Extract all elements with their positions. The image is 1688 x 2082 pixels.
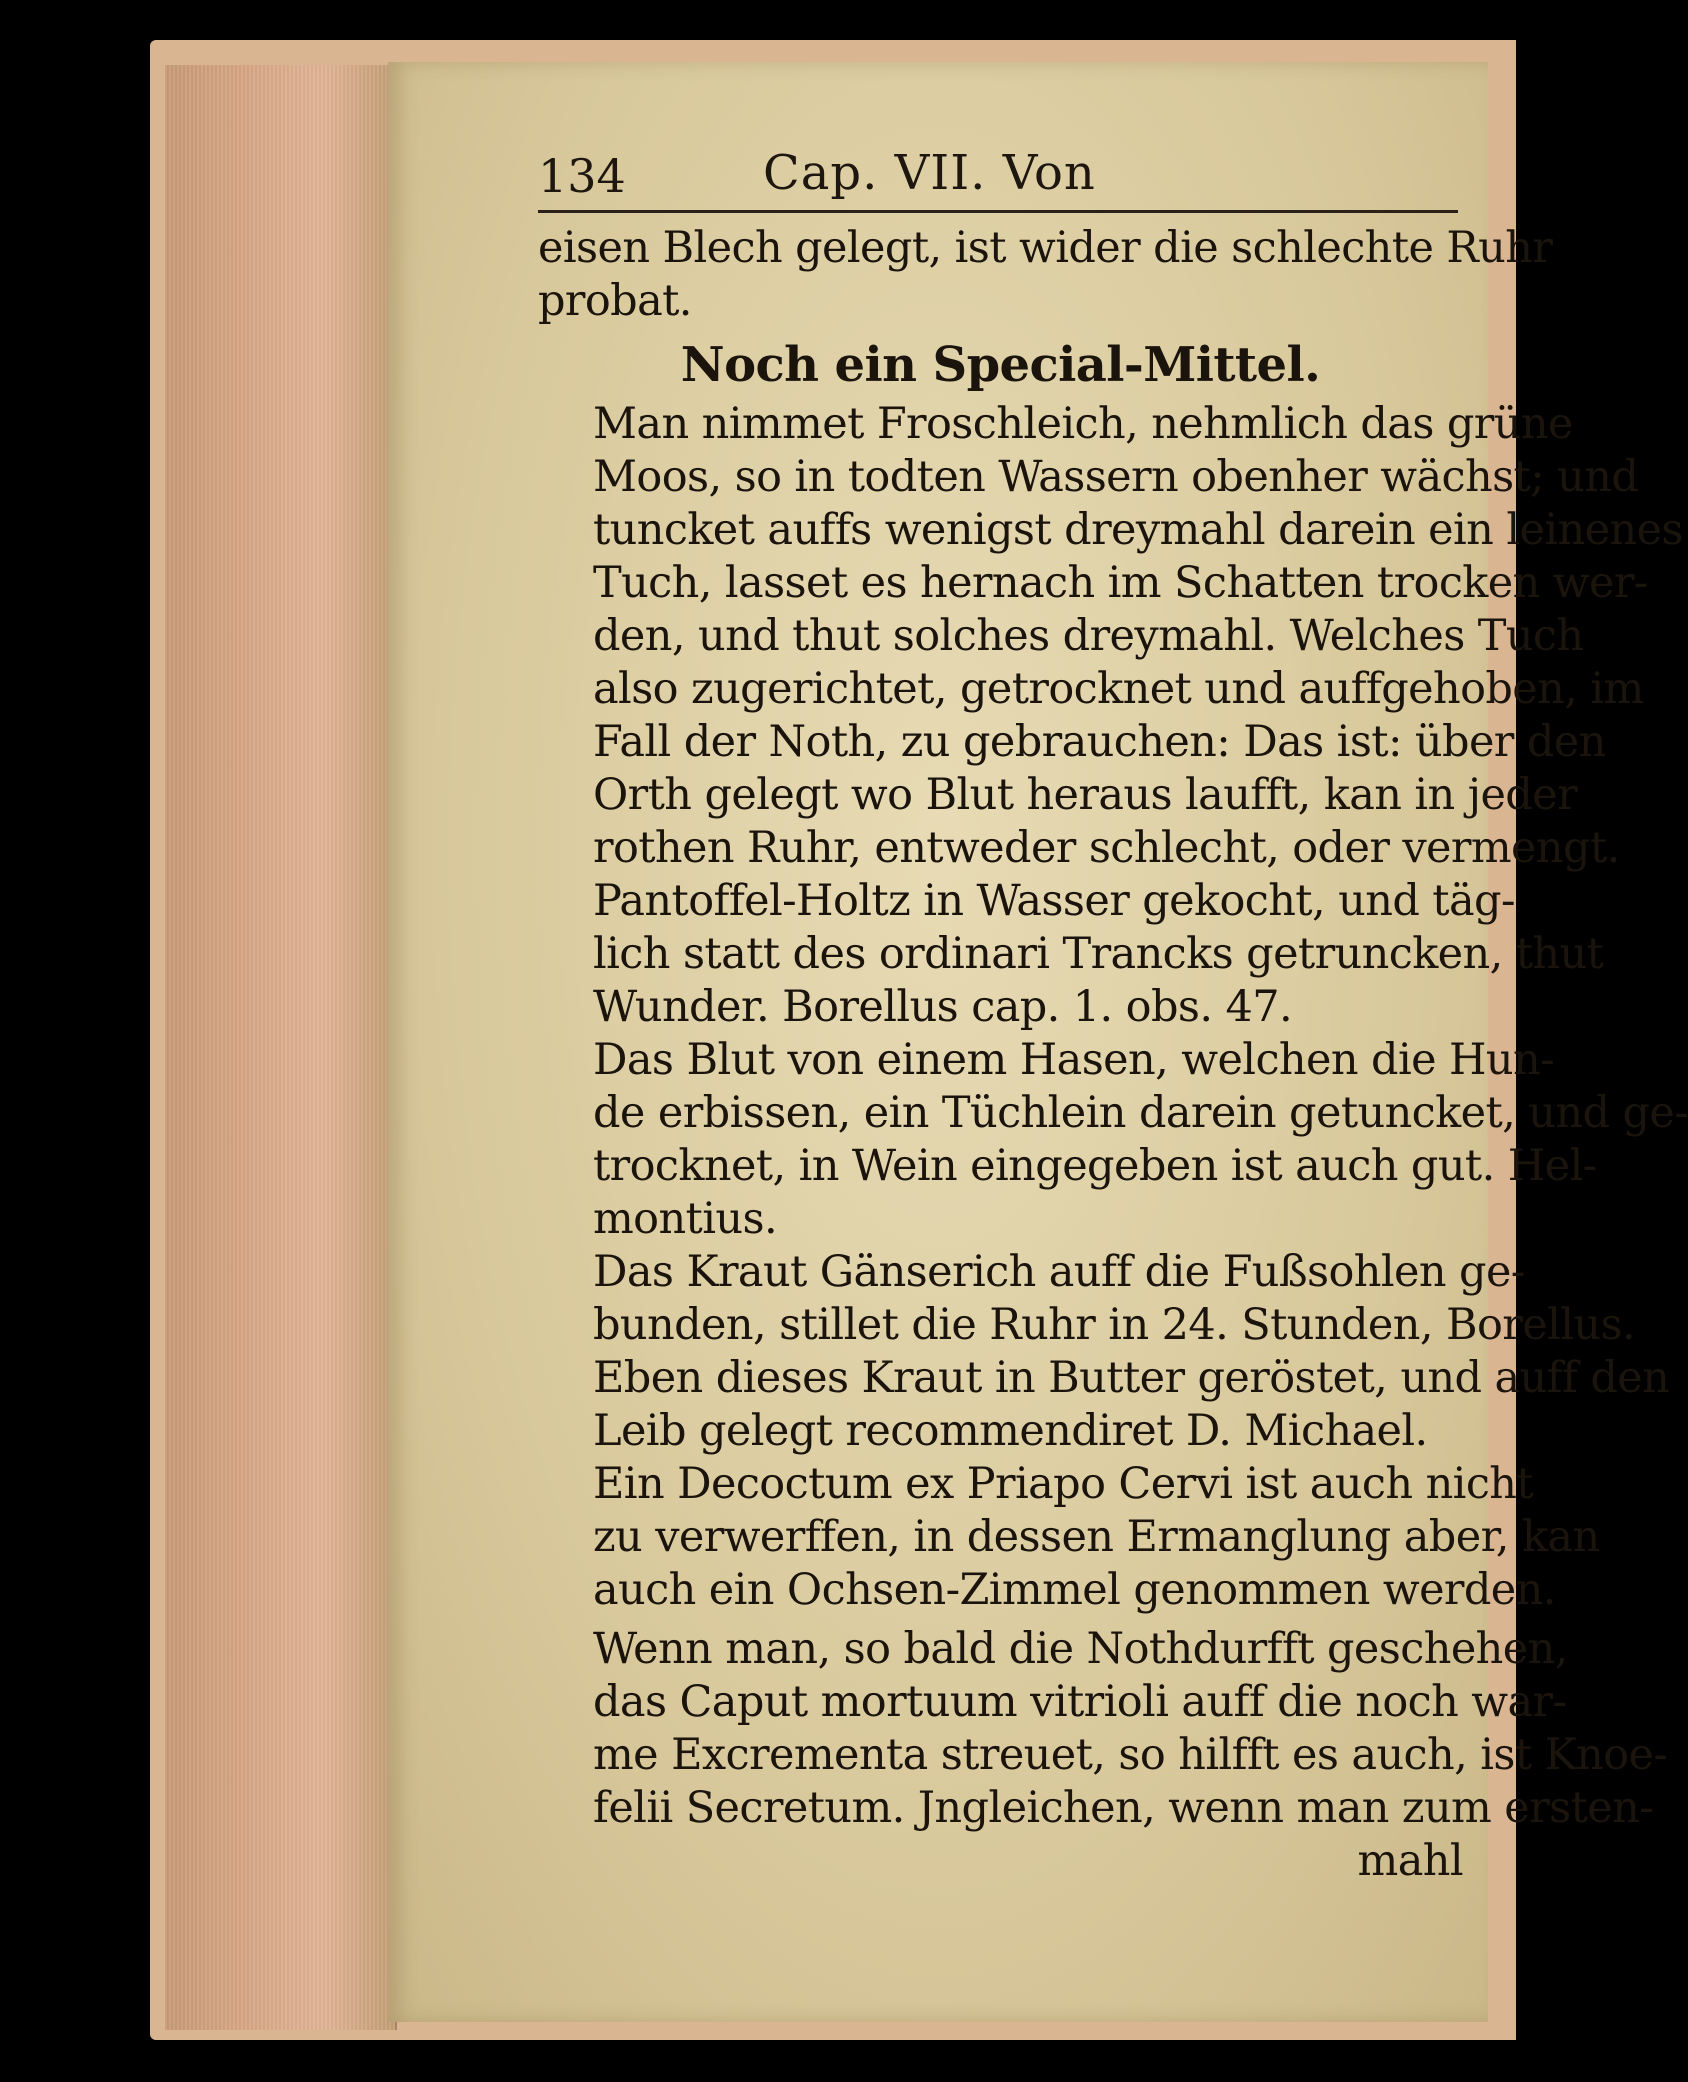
text-line: felii Secretum. Jngleichen, wenn man zum ersten- bbox=[593, 1783, 1654, 1833]
text-line: Das Blut von einem Hasen, welchen die Hun- bbox=[593, 1035, 1555, 1085]
text-block bbox=[538, 222, 1688, 1888]
text-line: Eben dieses Kraut in Butter geröstet, und auff den bbox=[593, 1353, 1670, 1403]
text-line: Pantoffel-Holtz in Wasser gekocht, und täg- bbox=[593, 876, 1515, 926]
paragraph-pantoffel-holtz bbox=[538, 875, 1604, 1034]
text-line: eisen Blech gelegt, ist wider die schlechte Ruhr bbox=[538, 223, 1553, 273]
text-line: probat. bbox=[538, 276, 692, 326]
paragraph-froschleich bbox=[538, 398, 1683, 875]
paragraph-hasen-blut bbox=[538, 1034, 1688, 1246]
text-line: de erbissen, ein Tüchlein darein getuncket, und ge- bbox=[593, 1088, 1688, 1138]
text-line: das Caput mortuum vitrioli auff die noch war- bbox=[593, 1677, 1567, 1727]
text-line: lich statt des ordinari Trancks getruncken, thut bbox=[593, 929, 1604, 979]
page-fore-edge bbox=[165, 65, 397, 2030]
text-line: den, und thut solches dreymahl. Welches Tuch bbox=[593, 611, 1584, 661]
text-line: Moos, so in todten Wassern obenher wächst; und bbox=[593, 452, 1639, 502]
text-line: montius. bbox=[593, 1194, 778, 1244]
page-number: 134 bbox=[538, 149, 626, 203]
text-line: Leib gelegt recommendiret D. Michael. bbox=[593, 1406, 1428, 1456]
text-line: Fall der Noth, zu gebrauchen: Das ist: über den bbox=[593, 717, 1606, 767]
text-line: Wunder. Borellus cap. 1. obs. 47. bbox=[593, 982, 1293, 1032]
catchword: mahl bbox=[1357, 1836, 1463, 1886]
page-header bbox=[538, 137, 1458, 207]
text-line: trocknet, in Wein eingegeben ist auch gut. Hel- bbox=[593, 1141, 1597, 1191]
text-line: auch ein Ochsen-Zimmel genommen werden. bbox=[593, 1565, 1556, 1615]
section-heading: Noch ein Special-Mittel. bbox=[680, 337, 1321, 393]
text-line: Orth gelegt wo Blut heraus laufft, kan in jeder bbox=[593, 770, 1578, 820]
text-line: Tuch, lasset es hernach im Schatten trocken wer- bbox=[593, 558, 1648, 608]
text-line: also zugerichtet, getrocknet und auffgehoben, im bbox=[593, 664, 1644, 714]
running-head: Cap. VII. Von bbox=[763, 145, 1096, 201]
paragraph-decoctum bbox=[538, 1458, 1600, 1617]
text-line: Man nimmet Froschleich, nehmlich das grüne bbox=[593, 399, 1573, 449]
text-line: zu verwerffen, in dessen Ermanglung aber, kan bbox=[593, 1512, 1600, 1562]
text-line: me Excrementa streuet, so hilfft es auch, ist Knoe- bbox=[593, 1730, 1668, 1780]
header-rule bbox=[538, 210, 1458, 213]
text-line: tuncket auffs wenigst dreymahl darein ein leinenes bbox=[593, 505, 1683, 555]
text-line: Das Kraut Gänserich auff die Fußsohlen ge- bbox=[593, 1247, 1525, 1297]
paragraph-caput-mortuum bbox=[538, 1623, 1668, 1835]
text-line: Wenn man, so bald die Nothdurfft geschehen, bbox=[593, 1624, 1568, 1674]
book-page bbox=[388, 62, 1688, 2022]
text-line: Ein Decoctum ex Priapo Cervi ist auch nicht bbox=[593, 1459, 1534, 1509]
text-line: bunden, stillet die Ruhr in 24. Stunden, Borellus. bbox=[593, 1300, 1636, 1350]
opening-paragraph bbox=[538, 222, 1553, 328]
paragraph-gaenserich bbox=[538, 1246, 1670, 1458]
text-line: rothen Ruhr, entweder schlecht, oder vermengt. bbox=[593, 823, 1620, 873]
